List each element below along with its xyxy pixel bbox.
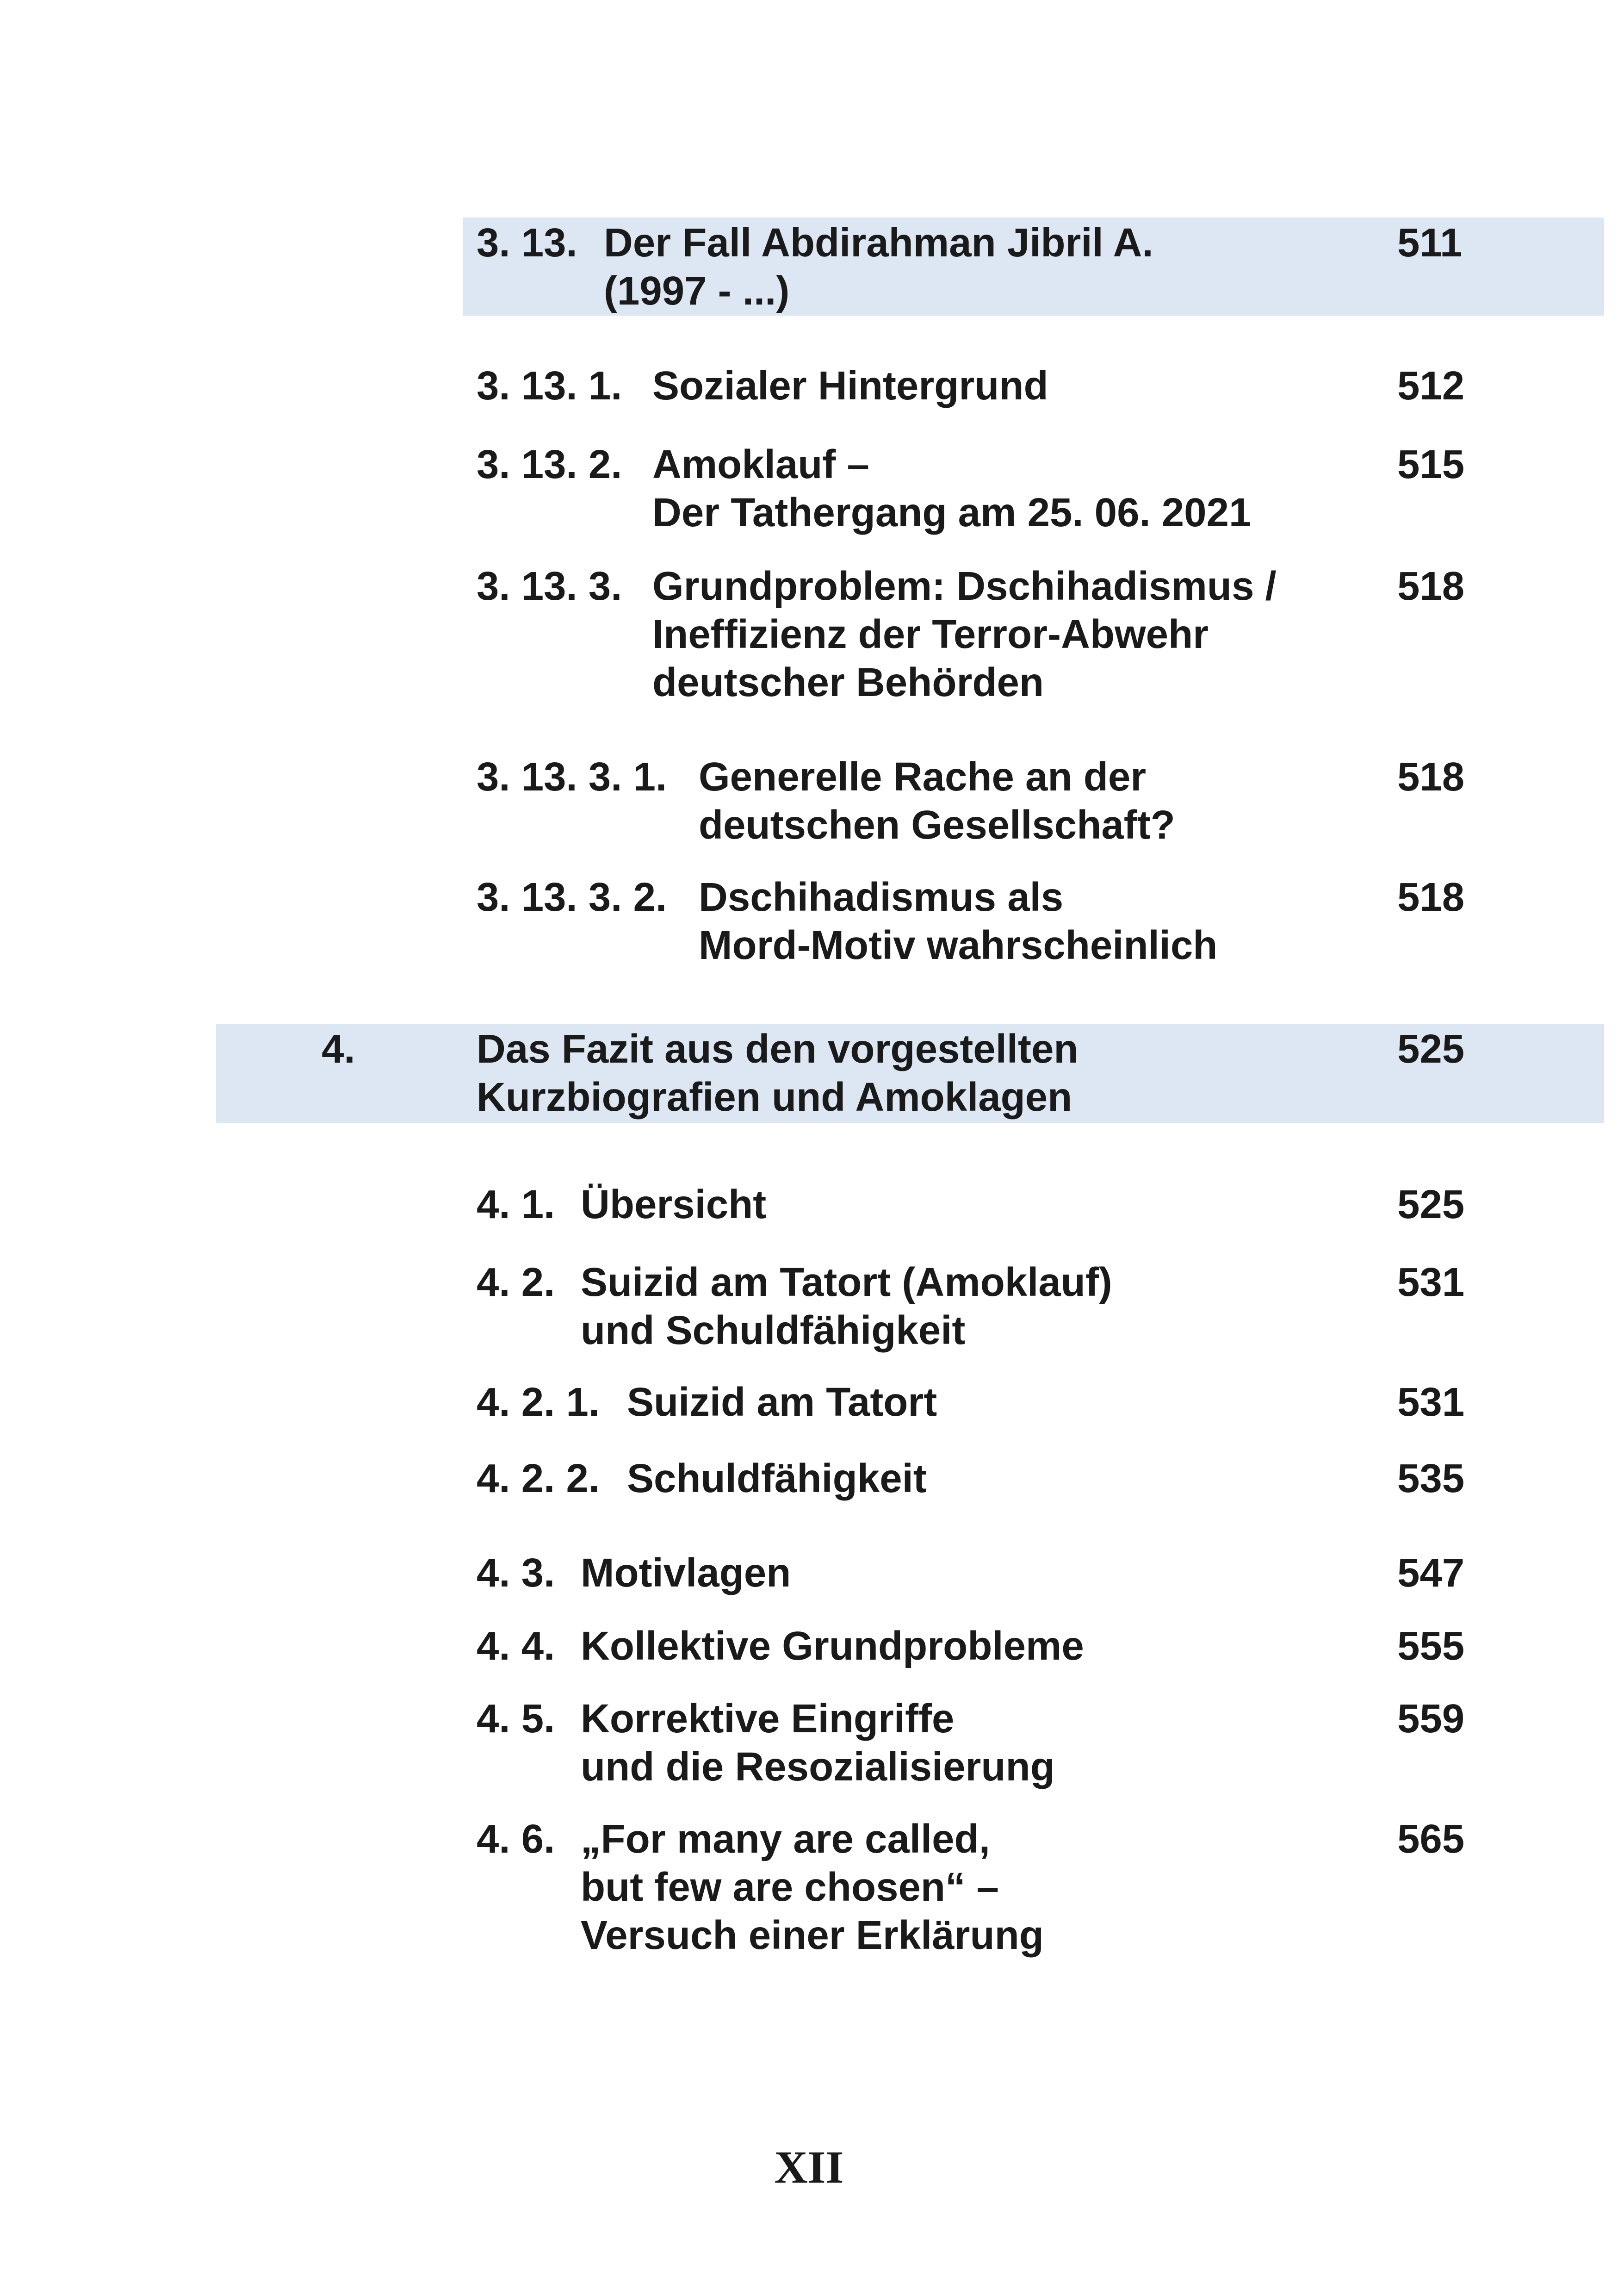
toc-entry-number: 4. 1. [477, 1182, 555, 1227]
toc-entry-number: 4. 2. 2. [477, 1456, 600, 1501]
toc-entry-title-line1: Dschihadismus als [699, 875, 1064, 920]
toc-entry-title-line1: Das Fazit aus den vorgestellten [477, 1027, 1079, 1071]
toc-entry-number: 4. 2. [477, 1260, 555, 1305]
toc-entry-title-line2: (1997 - ...) [604, 268, 790, 313]
toc-entry-page: 512 [1397, 363, 1465, 408]
toc-entry-title-line2: Ineffizienz der Terror-Abwehr [652, 612, 1209, 657]
toc-entry-page: 555 [1397, 1624, 1465, 1668]
toc-entry-page: 535 [1397, 1456, 1465, 1501]
toc-entry-number: 4. 3. [477, 1550, 555, 1595]
toc-entry-number: 4. [322, 1027, 355, 1071]
toc-entry-number: 3. 13. 1. [477, 363, 622, 408]
toc-entry-page: 525 [1397, 1182, 1465, 1227]
toc-entry-title-line1: Übersicht [581, 1182, 767, 1227]
toc-entry-page: 518 [1397, 564, 1465, 609]
toc-entry-title-line1: Amoklauf – [652, 442, 869, 487]
toc-entry-page: 559 [1397, 1696, 1465, 1741]
toc-entry-title-line1: Der Fall Abdirahman Jibril A. [604, 220, 1153, 265]
toc-entry-title-line2: und die Resozialisierung [581, 1744, 1055, 1789]
toc-entry-number: 4. 4. [477, 1624, 555, 1668]
toc-entry-number: 3. 13. [477, 220, 577, 265]
toc-entry-title-line2: Der Tathergang am 25. 06. 2021 [652, 490, 1252, 535]
toc-entry-title-line1: Sozialer Hintergrund [652, 363, 1048, 408]
toc-entry-title-line1: Suizid am Tatort (Amoklauf) [581, 1260, 1112, 1305]
toc-entry-page: 525 [1397, 1027, 1465, 1071]
page-folio: XII [774, 2141, 844, 2193]
toc-entry-title-line1: Motivlagen [581, 1550, 791, 1595]
toc-entry-title-line1: Grundproblem: Dschihadismus / [652, 564, 1277, 609]
toc-entry-page: 565 [1397, 1817, 1465, 1861]
toc-entry-page: 518 [1397, 754, 1465, 799]
toc-entry-number: 3. 13. 3. 2. [477, 875, 667, 920]
toc-entry-title-line2: Kurzbiografien und Amoklagen [477, 1075, 1072, 1120]
toc-entry-number: 3. 13. 2. [477, 442, 622, 487]
toc-entry-title-line1: „For many are called, [581, 1817, 990, 1861]
toc-entry-number: 4. 6. [477, 1817, 555, 1861]
toc-entry-number: 4. 2. 1. [477, 1380, 600, 1425]
toc-entry-title-line1: Kollektive Grundprobleme [581, 1624, 1084, 1668]
toc-entry-page: 547 [1397, 1550, 1465, 1595]
toc-entry-page: 531 [1397, 1260, 1465, 1305]
toc-entry-number: 4. 5. [477, 1696, 555, 1741]
toc-entry-title-line2: und Schuldfähigkeit [581, 1308, 966, 1353]
toc-entry-title-line1: Korrektive Eingriffe [581, 1696, 955, 1741]
toc-entry-title-line1: Suizid am Tatort [627, 1380, 937, 1425]
toc-entry-title-line2: but few are chosen“ – [581, 1865, 999, 1910]
toc-entry-page: 511 [1397, 220, 1463, 265]
toc-entry-title-line2: Mord-Motiv wahrscheinlich [699, 923, 1218, 968]
toc-entry-number: 3. 13. 3. 1. [477, 754, 667, 799]
toc-entry-title-line1: Generelle Rache an der [699, 754, 1147, 799]
toc-entry-title-line3: Versuch einer Erklärung [581, 1913, 1044, 1958]
toc-entry-title-line3: deutscher Behörden [652, 660, 1044, 705]
toc-entry-page: 518 [1397, 875, 1465, 920]
toc-entry-title-line2: deutschen Gesellschaft? [699, 803, 1175, 847]
toc-entry-title-line1: Schuldfähigkeit [627, 1456, 927, 1501]
toc-entry-page: 531 [1397, 1380, 1465, 1425]
toc-entry-number: 3. 13. 3. [477, 564, 622, 609]
toc-entry-page: 515 [1397, 442, 1465, 487]
